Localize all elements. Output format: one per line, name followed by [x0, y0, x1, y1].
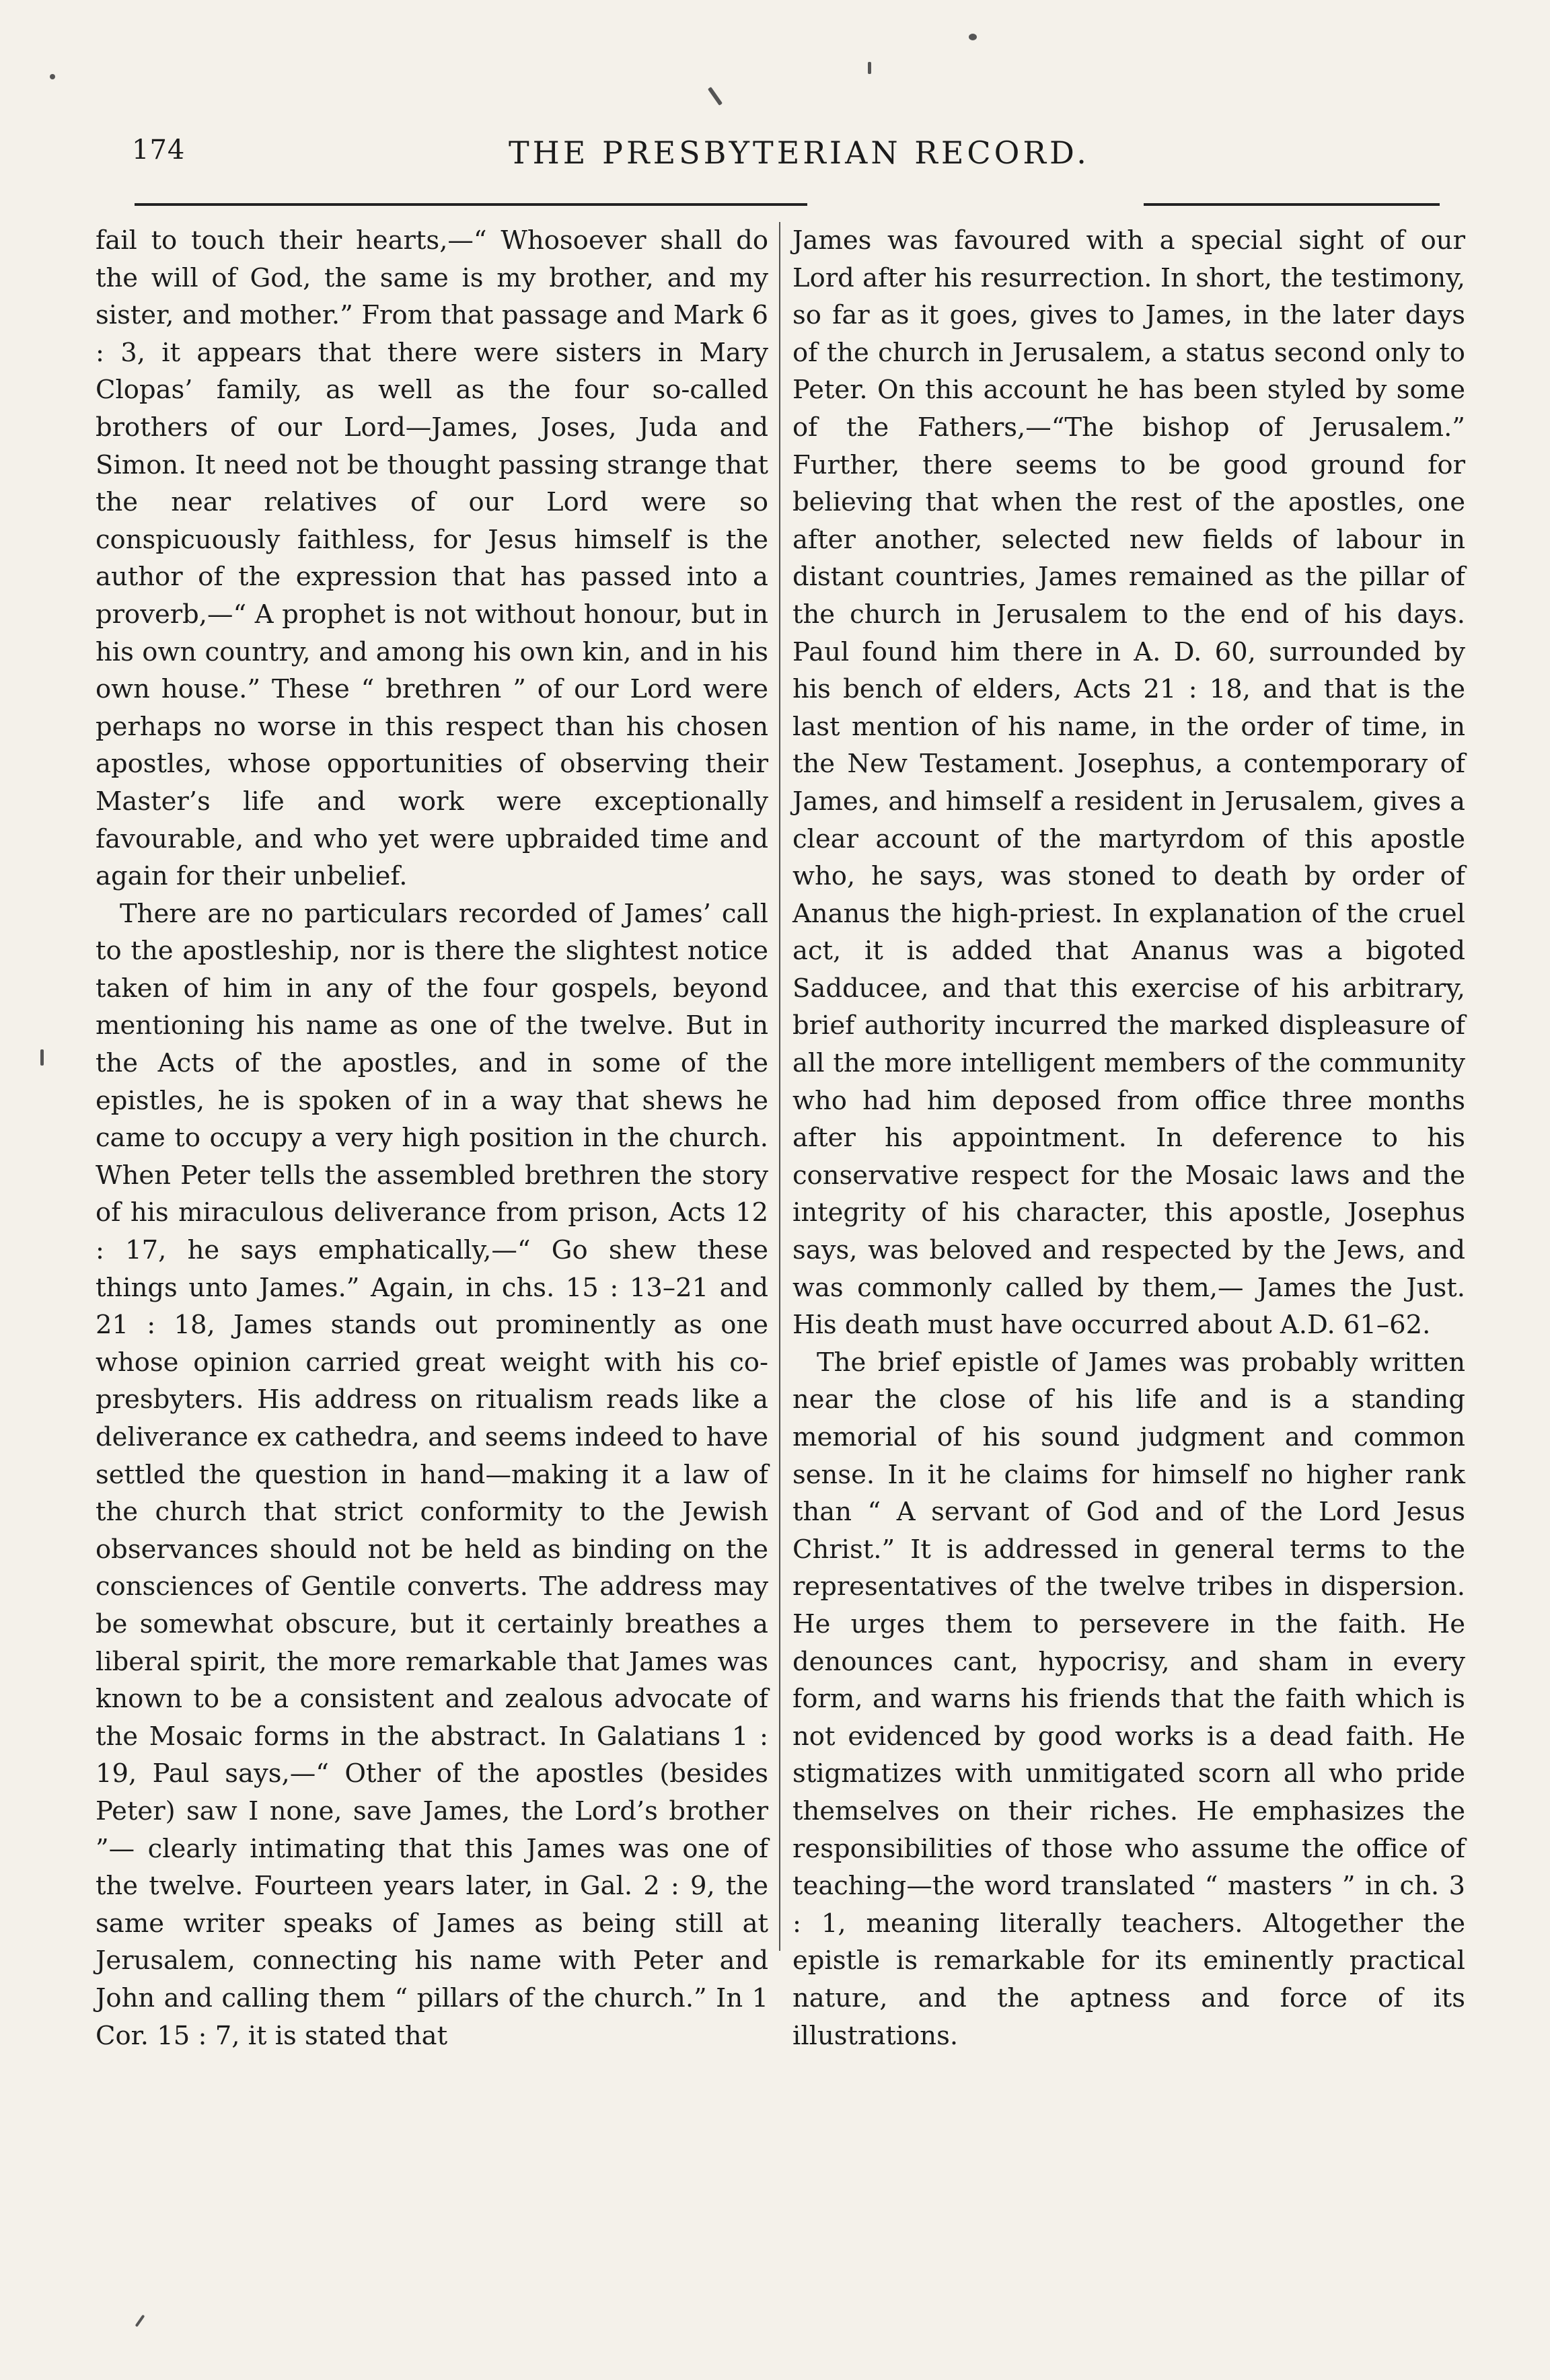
left-paragraph-2: There are no particulars recorded of James’ call to the apostleship, nor is there the slightest notice taken of him in any of the four gospels, beyond mentioning his name as one of the twelve. But in the Acts of the apostles, and in some of the epistles, he is spoken of in a way that shews he came to occupy a very high position in the church. When Peter tells the assembled brethren the story of his miraculous deliverance from prison, Acts 12 : 17, he says emphatically,—“ Go shew these things unto James.” Again, in chs. 15 : 13–21 and 21 : 18, James stands out prominently as one whose opinion carried great weight with his co-presbyters. His address on ritualism reads like a deliverance ex cathedra, and seems indeed to have settled the question in hand—making it a law of the church that strict conformity to the Jewish observances should not be held as binding on the consciences of Gentile converts. The address may be somewhat obscure, but it certainly breathes a liberal spirit, the more remarkable that James was known to be a consistent and zealous advocate of the Mosaic forms in the abstract. In Galatians 1 : 19, Paul says,—“ Other of the apostles (besides Peter) saw I none, save James, the Lord’s brother ”— clearly intimating that this James was one of the twelve. Fourteen years later, in Gal. 2 : 9, the same writer speaks of James as being still at Jerusalem, connecting his name with Peter and John and calling them “ pillars of the church.” In 1 Cor. 15 : 7, it is stated that: [96, 898, 768, 2051]
header-rule-left: [135, 203, 807, 206]
column-divider: [779, 222, 781, 1951]
ink-speck: [40, 1049, 44, 1066]
running-title: THE PRESBYTERIAN RECORD.: [509, 135, 1090, 171]
left-column: [96, 222, 768, 2054]
page-number: 174: [132, 135, 186, 165]
left-paragraph-1: fail to touch their hearts,—“ Whosoever shall do the will of God, the same is my brother, and my sister, and mother.” From that passage and Mark 6 : 3, it appears that there were sisters in Mary Clopas’ family, as well as the four so-called brothers of our Lord—James, Joses, Juda and Simon. It need not be thought passing strange that the near relatives of our Lord were so conspicuously faithless, for Jesus himself is the author of the expression that has passed into a proverb,—“ A prophet is not without honour, but in his own country, and among his own kin, and in his own house.” These “ brethren ” of our Lord were perhaps no worse in this respect than his chosen apostles, whose opportunities of observing their Master’s life and work were exceptionally favourable, and who yet were upbraided time and again for their unbelief.: [96, 225, 768, 892]
right-paragraph-2: The brief epistle of James was probably written near the close of his life and is a standing memorial of his sound judgment and common sense. In it he claims for himself no higher rank than “ A servant of God and of the Lord Jesus Christ.” It is addressed in general terms to the representatives of the twelve tribes in dispersion. He urges them to persevere in the faith. He denounces cant, hypocrisy, and sham in every form, and warns his friends that the faith which is not evidenced by good works is a dead faith. He stigmatizes with unmitigated scorn all who pride themselves on their riches. He emphasizes the responsibilities of those who assume the office of teaching—the word translated “ masters ” in ch. 3 : 1, meaning literally teachers. Altogether the epistle is remarkable for its eminently practical nature, and the aptness and force of its illustrations.: [792, 1347, 1465, 2051]
right-paragraph-1: James was favoured with a special sight of our Lord after his resurrection. In short, the testimony, so far as it goes, gives to James, in the later days of the church in Jerusalem, a status second only to Peter. On this account he has been styled by some of the Fathers,—“The bishop of Jerusalem.” Further, there seems to be good ground for believing that when the rest of the apostles, one after another, selected new fields of labour in distant countries, James remained as the pillar of the church in Jerusalem to the end of his days. Paul found him there in A. D. 60, surrounded by his bench of elders, Acts 21 : 18, and that is the last mention of his name, in the order of time, in the New Testament. Josephus, a contemporary of James, and himself a resident in Jerusalem, gives a clear account of the martyrdom of this apostle who, he says, was stoned to death by order of Ananus the high-priest. In explanation of the cruel act, it is added that Ananus was a bigoted Sadducee, and that this exercise of his arbitrary, brief authority incurred the marked displeasure of all the more intelligent members of the community who had him deposed from office three months after his appointment. In deference to his conservative respect for the Mosaic laws and the integrity of his character, this apostle, Josephus says, was beloved and respected by the Jews, and was commonly called by them,— James the Just. His death must have occurred about A.D. 61–62.: [792, 225, 1465, 1341]
right-column: [792, 222, 1465, 2054]
header-rule-right: [1144, 203, 1440, 206]
ink-speck: [969, 34, 977, 40]
ink-speck: [50, 74, 55, 79]
ink-speck: [868, 62, 871, 74]
ink-speck: [135, 2315, 145, 2328]
ink-speck: [708, 87, 723, 106]
page-header: [132, 135, 1444, 188]
